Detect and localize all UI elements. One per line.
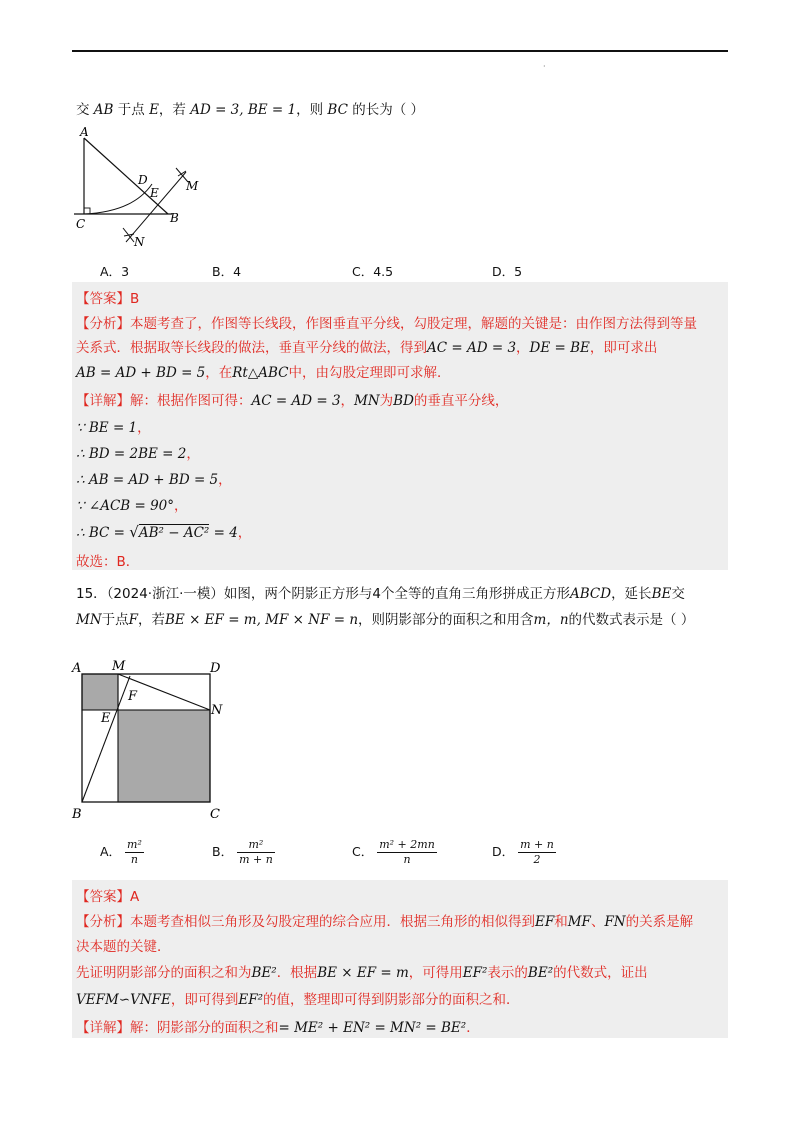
q15-stem-math: ABCD — [569, 586, 612, 602]
option-letter: A． — [100, 844, 122, 859]
analysis-math: Rt△ABC — [232, 365, 289, 381]
analysis-text: 先证明阴影部分的面积之和为 — [76, 965, 252, 981]
q14-label-n: N — [134, 235, 145, 249]
q15-label-b: B — [72, 807, 82, 822]
header-rule — [72, 50, 728, 52]
q15-label-d: D — [210, 661, 221, 676]
answer-tag: 【答案】 — [76, 889, 130, 905]
q15-stem-text: 如图，两个阴影正方形与4个全等的直角三角形拼成正方形 — [223, 586, 570, 602]
fraction-denominator: n — [130, 853, 139, 866]
q14-analysis-line3 — [76, 361, 451, 381]
detail-math: BD — [393, 393, 414, 409]
question-source: （2024·浙江·一模） — [106, 586, 224, 602]
q14-option-b — [212, 262, 241, 280]
analysis-text: 本题考查了，作图等长线段，作图垂直平分线，勾股定理，解题的关键是：由作图方法得到等量 — [130, 316, 697, 332]
q15-solution-box — [72, 880, 728, 1038]
q15-stem-math: BE — [651, 586, 672, 602]
detail-math: = ME² + EN² = MN² = BE² — [278, 1020, 467, 1036]
detail-math: MN — [354, 393, 380, 409]
detail-comma: ， — [218, 472, 232, 488]
fraction-numerator: m² — [127, 838, 142, 851]
option-fraction — [237, 838, 275, 867]
q15-option-b — [212, 838, 275, 867]
detail-text: ， — [340, 393, 355, 409]
detail-comma: ， — [237, 525, 252, 541]
detail-tag: 【详解】 — [76, 1020, 130, 1036]
option-fraction — [125, 838, 144, 867]
analysis-text: ，即可得到 — [170, 992, 239, 1008]
analysis-text: 的代数式，证出 — [553, 965, 648, 981]
analysis-text: 中，由勾股定理即可求解． — [288, 365, 451, 381]
q14-analysis-line1 — [76, 312, 697, 332]
q15-analysis-line3 — [76, 961, 648, 981]
detail-math: ∴ AB = AD + BD = 5 — [76, 472, 219, 488]
q15-stem-math: F — [128, 612, 139, 628]
option-letter: B． — [212, 264, 234, 279]
q15-analysis-line2: 决本题的关键． — [76, 939, 171, 955]
analysis-tag: 【分析】 — [76, 316, 130, 332]
detail-text: 解：根据作图可得： — [130, 393, 252, 409]
q15-stem-text: 交 — [671, 586, 685, 602]
detail-math-radicand: AB² − AC² — [138, 525, 210, 541]
detail-text: 解：阴影部分的面积之和 — [130, 1020, 279, 1036]
q15-stem-line2 — [76, 608, 694, 628]
analysis-math: AC = AD = 3 — [427, 340, 517, 356]
q14-detail-step4 — [76, 494, 188, 514]
q15-analysis-line1 — [76, 910, 693, 930]
detail-math: ∵ BE = 1 — [76, 420, 138, 436]
header-dot: · — [543, 62, 546, 71]
q15-label-e: E — [101, 711, 111, 726]
option-fraction — [518, 838, 556, 867]
analysis-text: 、 — [590, 914, 605, 930]
detail-comma: ， — [137, 420, 151, 436]
answer-value: A — [130, 889, 140, 905]
q14-label-m: M — [186, 179, 199, 193]
q15-option-c — [352, 838, 437, 867]
detail-math: ∵ ∠ACB = 90° — [76, 498, 175, 514]
q14-option-c — [352, 262, 393, 280]
q14-option-a — [100, 262, 129, 280]
analysis-math: FN — [604, 914, 626, 930]
q15-detail-line1 — [76, 1016, 480, 1036]
q14-label-c: C — [76, 217, 86, 231]
q14-label-e: E — [150, 186, 159, 200]
analysis-math: VEFM∽VNFE — [76, 992, 171, 1008]
analysis-math: BE² — [251, 965, 277, 981]
option-letter: C． — [352, 844, 374, 859]
q14-stem-math-e: E — [149, 102, 159, 118]
detail-math: ∴ BC = — [76, 525, 130, 541]
q15-label-m: M — [112, 659, 126, 674]
option-letter: C． — [352, 264, 374, 279]
answer-value: B — [130, 291, 140, 307]
analysis-math: AB = AD + BD = 5 — [76, 365, 206, 381]
q15-stem-text: 于点 — [101, 612, 129, 628]
q14-analysis-line2 — [76, 336, 657, 356]
analysis-math: EF — [535, 914, 555, 930]
q15-option-d — [492, 838, 556, 867]
detail-text: ． — [466, 1020, 480, 1036]
option-letter: D． — [492, 844, 515, 859]
q14-stem-text: 的长为（ ） — [352, 102, 425, 118]
analysis-text: ，在 — [205, 365, 233, 381]
q15-label-f: F — [128, 689, 138, 704]
q15-stem-math: MN — [76, 612, 102, 628]
analysis-text: 和 — [554, 914, 568, 930]
detail-text: 为 — [379, 393, 394, 409]
q15-stem-text: ，则阴影部分的面积之和用含 — [358, 612, 534, 628]
detail-math: = 4 — [209, 525, 238, 541]
detail-comma: ， — [174, 498, 188, 514]
sqrt-sign: √ — [129, 523, 139, 541]
q15-stem-math: BE × EF = m, MF × NF = n — [165, 612, 359, 628]
analysis-math: EF² — [238, 992, 264, 1008]
q15-label-a: A — [72, 661, 82, 676]
analysis-math: BE × EF = m — [317, 965, 409, 981]
q15-stem-text: ，延长 — [611, 586, 652, 602]
answer-tag: 【答案】 — [76, 291, 130, 307]
detail-math: AC = AD = 3 — [251, 393, 341, 409]
q14-detail-step2 — [76, 442, 200, 462]
detail-comma: ， — [186, 446, 200, 462]
analysis-text: 本题考查相似三角形及勾股定理的综合应用．根据三角形的相似得到 — [130, 914, 535, 930]
option-letter: A． — [100, 264, 122, 279]
option-text: 5 — [514, 264, 523, 279]
fraction-numerator: m² + 2mn — [379, 838, 435, 851]
fraction-denominator: m + n — [239, 853, 273, 866]
analysis-math: DE = BE — [529, 340, 590, 356]
q14-conclusion: 故选：B． — [76, 554, 140, 570]
q15-analysis-line4 — [76, 988, 520, 1008]
analysis-math: MF — [567, 914, 591, 930]
q14-detail-step1 — [76, 416, 151, 436]
analysis-text: ，即可求出 — [589, 340, 658, 356]
analysis-text: ．根据 — [276, 965, 318, 981]
q14-stem-text: 于点 — [117, 102, 145, 118]
q14-detail-step5 — [76, 521, 251, 541]
q14-label-b: B — [170, 211, 179, 225]
analysis-text: 关系式．根据取等长线段的做法，垂直平分线的做法，得到 — [76, 340, 427, 356]
analysis-tag: 【分析】 — [76, 914, 130, 930]
fraction-numerator: m + n — [520, 838, 554, 851]
q14-stem-condition: AD = 3, BE = 1 — [190, 102, 297, 118]
option-fraction — [377, 838, 437, 867]
q14-label-a: A — [80, 125, 89, 139]
option-text: 4.5 — [373, 264, 394, 279]
q14-stem-text: ，则 — [296, 102, 324, 118]
q14-figure — [68, 124, 208, 252]
option-letter: B． — [212, 844, 234, 859]
option-text: 3 — [121, 264, 130, 279]
q15-answer — [76, 885, 139, 905]
q15-stem-line1 — [76, 582, 685, 602]
detail-tag: 【详解】 — [76, 393, 130, 409]
analysis-text: 表示的 — [487, 965, 528, 981]
detail-math: ∴ BD = 2BE = 2 — [76, 446, 187, 462]
q14-stem — [76, 98, 424, 118]
analysis-text: ， — [516, 340, 530, 356]
analysis-text: 的关系是解 — [625, 914, 694, 930]
detail-text: 的垂直平分线， — [413, 393, 509, 409]
analysis-math: EF² — [462, 965, 488, 981]
q14-detail-line1 — [76, 389, 508, 409]
q14-stem-text: 交 — [76, 102, 90, 118]
option-letter: D． — [492, 264, 515, 279]
q14-detail-step3 — [76, 468, 232, 488]
q14-option-d — [492, 262, 522, 280]
q14-stem-math-ab: AB — [93, 102, 114, 118]
analysis-text: ，可得用 — [408, 965, 463, 981]
question-number: 15． — [76, 586, 107, 602]
q15-stem-text: 的代数式表示是（ ） — [568, 612, 695, 628]
q15-option-a — [100, 838, 144, 867]
fraction-denominator: 2 — [533, 853, 541, 866]
option-text: 4 — [233, 264, 242, 279]
q14-stem-math-bc: BC — [327, 102, 348, 118]
analysis-text: 的值，整理即可得到阴影部分的面积之和． — [263, 992, 520, 1008]
fraction-numerator: m² — [237, 838, 275, 853]
q14-label-d: D — [138, 173, 148, 187]
q14-stem-text: ，若 — [158, 102, 186, 118]
q14-answer — [76, 287, 139, 307]
q15-label-n: N — [211, 703, 223, 718]
q15-stem-math: m，n — [533, 612, 569, 628]
analysis-math: BE² — [527, 965, 554, 981]
q15-label-c: C — [210, 807, 220, 822]
q15-figure — [68, 654, 238, 822]
fraction-denominator: n — [403, 853, 411, 866]
q15-stem-text: ，若 — [138, 612, 166, 628]
